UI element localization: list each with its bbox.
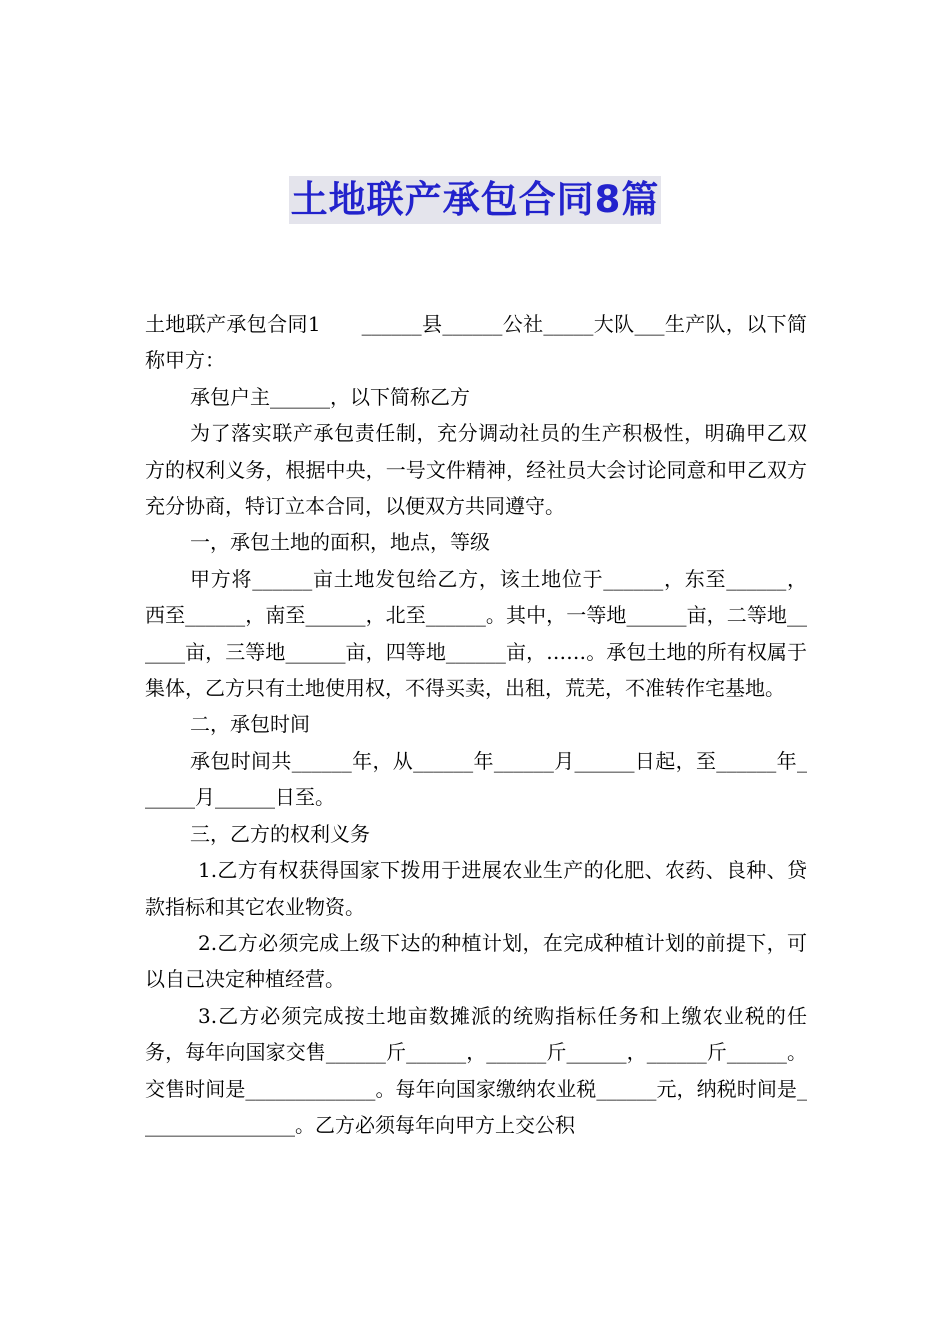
paragraph-contract-period: 承包时间共______年，从______年______月______日起，至______年______月______日至。 [145,748,807,810]
document-title: 土地联产承包合同8篇 [289,176,662,224]
paragraph-duty-2: 2.乙方必须完成上级下达的种植计划，在完成种植计划的前提下，可以自己决定种植经营。 [145,930,807,992]
paragraph-duty-3: 3.乙方必须完成按土地亩数摊派的统购指标任务和上缴农业税的任务，每年向国家交售______斤______，______斤______，______斤______。交售时间是_____________。每年向国家缴纳农业税______元，纳税时间是________________。乙方必须每年向甲方上交公积 [145,1003,807,1137]
section-heading-2: 二，承包时间 [190,712,310,737]
paragraph-land-area: 甲方将______亩土地发包给乙方，该土地位于______，东至______，西至______，南至______，北至______。其中，一等地______亩，二等地______亩，三等地______亩，四等地______亩，……。承包土地的所有权属于集体，乙方只有土地使用权，不得买卖，出租，荒芜，不准转作宅基地。 [145,566,807,701]
section-heading-3: 三，乙方的权利义务 [190,821,370,846]
paragraph-purpose: 为了落实联产承包责任制，充分调动社员的生产积极性，明确甲乙双方的权利义务，根据中央，一号文件精神，经社员大会讨论同意和甲乙双方充分协商，特订立本合同，以便双方共同遵守。 [145,421,807,519]
paragraph-right-1: 1.乙方有权获得国家下拨用于进展农业生产的化肥、农药、良种、贷款指标和其它农业物资。 [145,858,807,919]
paragraph-contractor: 承包户主______，以下简称乙方 [190,384,470,409]
section-heading-1: 一，承包土地的面积，地点，等级 [190,530,490,555]
paragraph-parties: 土地联产承包合同1 ______县______公社_____大队___生产队，以下简称甲方： [145,312,807,373]
document-body [145,306,807,1143]
title-wrapper [0,176,950,224]
